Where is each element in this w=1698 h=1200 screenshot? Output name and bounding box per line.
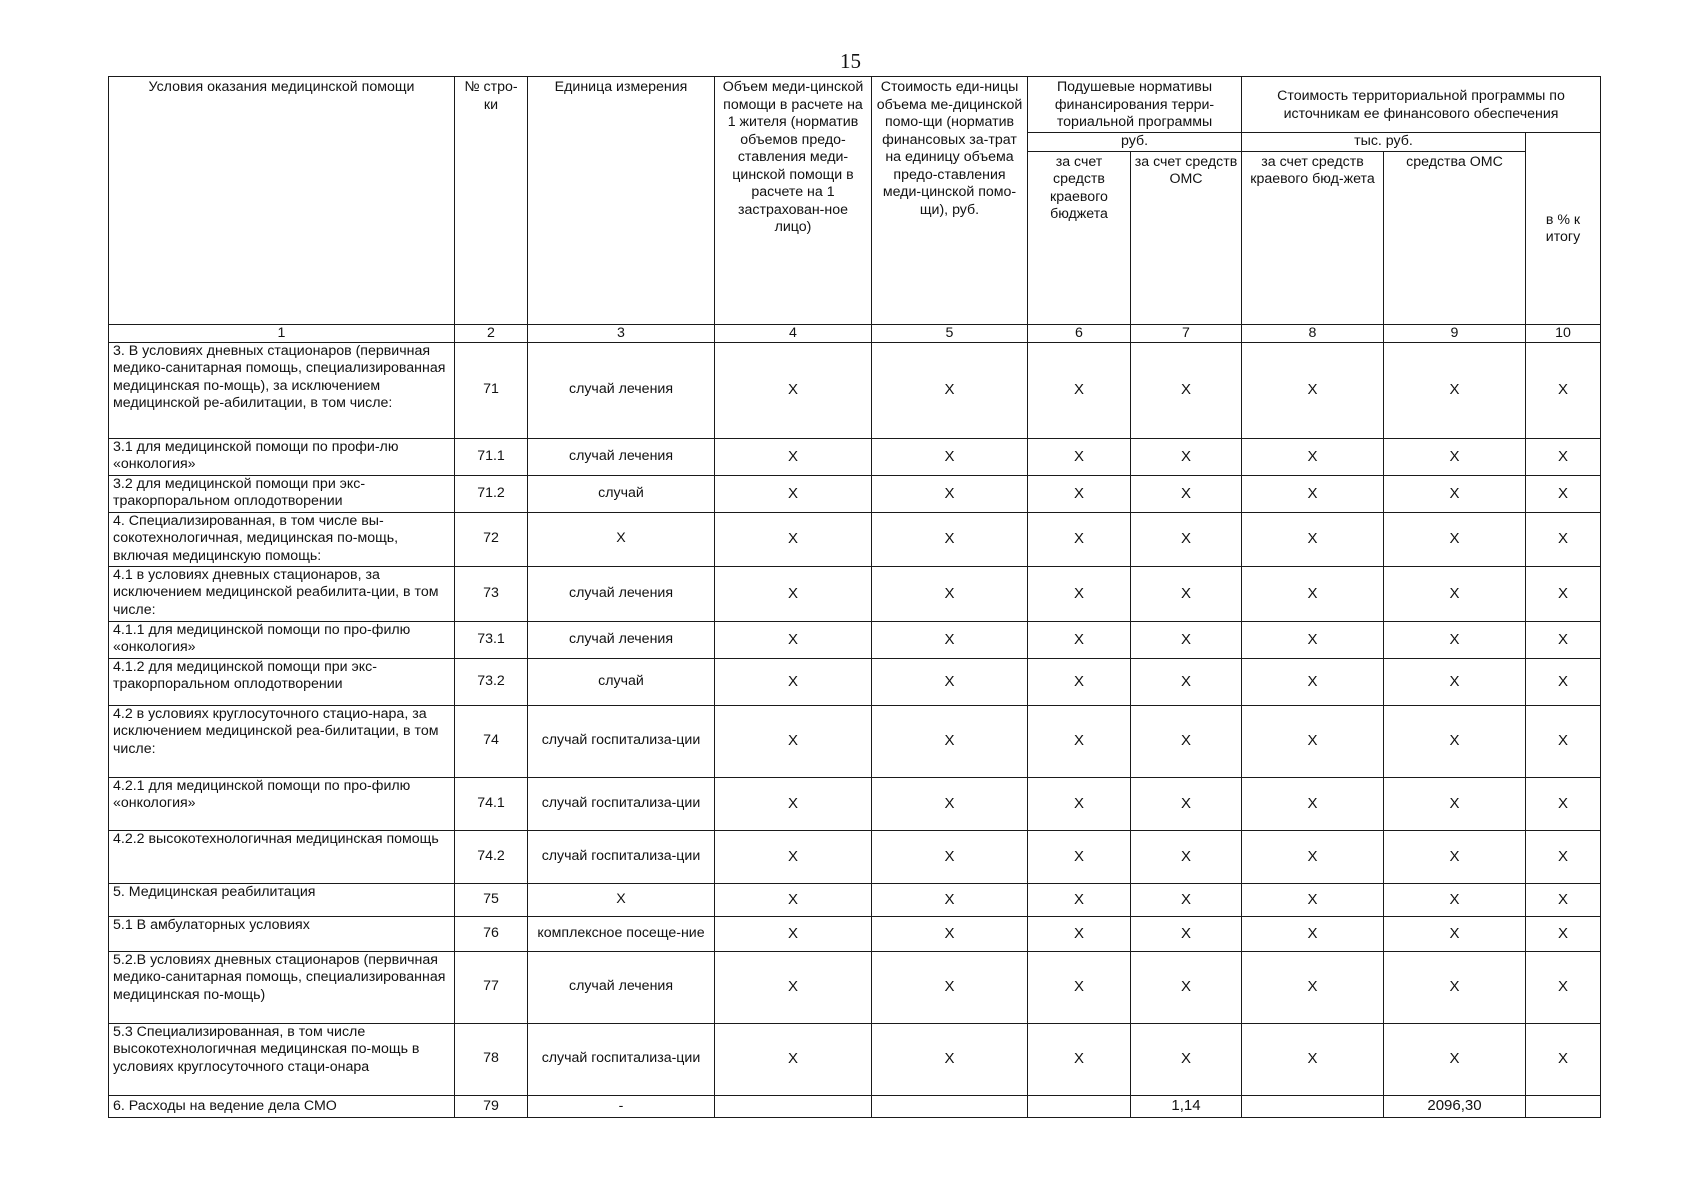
cell-percent: X [1526,438,1601,475]
column-number-row [109,324,1601,342]
cell-percap-oms: X [1131,705,1242,777]
row-unit: случай [528,658,715,705]
header-percent-total: в % к итогу [1526,133,1601,325]
cell-percap-regional: X [1028,512,1131,566]
row-label: 5. Медицинская реабилитация [109,883,455,916]
cell-volume: X [715,705,872,777]
row-number: 72 [455,512,528,566]
cell-percent: X [1526,566,1601,621]
header-unit-rub: руб. [1028,133,1242,152]
cell-volume: X [715,658,872,705]
cell-unit-cost: X [872,475,1028,512]
table-row [109,951,1601,1023]
cell-cost-regional: X [1242,705,1384,777]
column-number: 4 [715,324,872,342]
cell-percap-regional: X [1028,883,1131,916]
cell-unit-cost: X [872,916,1028,951]
cell-unit-cost: X [872,1023,1028,1095]
table-row [109,830,1601,883]
cell-cost-regional: X [1242,438,1384,475]
row-number: 71 [455,342,528,438]
column-number: 2 [455,324,528,342]
header-regional-budget-thous: за счет средств краевого бюд-жета [1242,151,1384,324]
cell-unit-cost: X [872,512,1028,566]
row-number: 71.1 [455,438,528,475]
cell-cost-regional: X [1242,883,1384,916]
cell-percent: X [1526,916,1601,951]
row-unit: - [528,1095,715,1117]
cell-percent: X [1526,621,1601,658]
row-label: 6. Расходы на ведение дела СМО [109,1095,455,1117]
cell-cost-oms: X [1384,883,1526,916]
cell-percent: X [1526,883,1601,916]
cell-percap-oms: X [1131,621,1242,658]
row-number: 78 [455,1023,528,1095]
cell-percap-oms: 1,14 [1131,1095,1242,1117]
cell-cost-oms: X [1384,438,1526,475]
cell-cost-oms: X [1384,621,1526,658]
column-number: 7 [1131,324,1242,342]
cell-percap-oms: X [1131,951,1242,1023]
row-label: 5.1 В амбулаторных условиях [109,916,455,951]
row-label: 3. В условиях дневных стационаров (первичная медико-санитарная помощь, специализированная медицинская по-мощь), за исключением медицинской ре-абилитации, в том числе: [109,342,455,438]
cell-unit-cost: X [872,777,1028,830]
cell-cost-oms: X [1384,951,1526,1023]
table-row [109,916,1601,951]
header-regional-budget-rub: за счет средств краевого бюджета [1028,151,1131,324]
row-unit: случай лечения [528,438,715,475]
row-unit: случай лечения [528,621,715,658]
cell-percap-oms: X [1131,475,1242,512]
cell-cost-regional: X [1242,342,1384,438]
row-unit: X [528,512,715,566]
row-label: 4. Специализированная, в том числе вы-сокотехнологичная, медицинская по-мощь, включая медицинскую помощь: [109,512,455,566]
header-unit-cost: Стоимость еди-ницы объема ме-дицинской помо-щи (норматив финансовых за-трат на единицу объема предо-ставления меди-цинской помо-щи), руб. [872,77,1028,325]
cell-cost-oms: X [1384,566,1526,621]
cell-percap-regional: X [1028,830,1131,883]
cell-percap-regional: X [1028,916,1131,951]
cell-unit-cost: X [872,658,1028,705]
cell-percap-regional: X [1028,438,1131,475]
row-number: 73.1 [455,621,528,658]
row-number: 77 [455,951,528,1023]
row-unit: случай госпитализа-ции [528,830,715,883]
cell-unit-cost: X [872,951,1028,1023]
row-unit: случай [528,475,715,512]
cell-unit-cost: X [872,830,1028,883]
column-number: 1 [109,324,455,342]
cell-percent: X [1526,475,1601,512]
cell-percent: X [1526,705,1601,777]
row-number: 73 [455,566,528,621]
cell-percent: X [1526,658,1601,705]
row-label: 4.2.2 высокотехнологичная медицинская помощь [109,830,455,883]
cell-percap-oms: X [1131,342,1242,438]
cell-cost-oms: X [1384,342,1526,438]
row-label: 4.1 в условиях дневных стационаров, за исключением медицинской реабилита-ции, в том числе: [109,566,455,621]
cell-percent: X [1526,830,1601,883]
header-row-number: № стро-ки [455,77,528,325]
cell-cost-regional [1242,1095,1384,1117]
row-number: 74 [455,705,528,777]
header-per-capita-group: Подушевые нормативы финансирования терри-ториальной программы [1028,77,1242,133]
table-row [109,1023,1601,1095]
row-number: 74.2 [455,830,528,883]
cell-cost-regional: X [1242,1023,1384,1095]
cell-percap-regional: X [1028,475,1131,512]
header-conditions: Условия оказания медицинской помощи [109,77,455,325]
cell-cost-regional: X [1242,475,1384,512]
column-number: 3 [528,324,715,342]
row-unit: случай госпитализа-ции [528,705,715,777]
cell-percent: X [1526,951,1601,1023]
cell-percap-oms: X [1131,777,1242,830]
cell-cost-regional: X [1242,830,1384,883]
cell-percap-oms: X [1131,438,1242,475]
cell-percap-regional [1028,1095,1131,1117]
cell-cost-regional: X [1242,566,1384,621]
row-number: 71.2 [455,475,528,512]
cell-percent: X [1526,1023,1601,1095]
row-unit: комплексное посеще-ние [528,916,715,951]
table-header [109,77,1601,343]
cell-cost-oms: X [1384,475,1526,512]
cell-percent: X [1526,777,1601,830]
cell-percent: X [1526,342,1601,438]
row-label: 4.2.1 для медицинской помощи по про-филю «онкология» [109,777,455,830]
cell-volume: X [715,916,872,951]
cell-cost-regional: X [1242,512,1384,566]
row-label: 3.1 для медицинской помощи по профи-лю «онкология» [109,438,455,475]
cell-percap-regional: X [1028,342,1131,438]
cell-unit-cost [872,1095,1028,1117]
cell-percap-oms: X [1131,512,1242,566]
cell-percap-regional: X [1028,705,1131,777]
row-label: 4.2 в условиях круглосуточного стацио-нара, за исключением медицинской реа-билитации, в том числе: [109,705,455,777]
table-row [109,883,1601,916]
cell-cost-regional: X [1242,777,1384,830]
cell-cost-oms: X [1384,916,1526,951]
cell-unit-cost: X [872,342,1028,438]
row-unit: случай лечения [528,566,715,621]
cell-cost-regional: X [1242,951,1384,1023]
header-unit-thous-rub: тыс. руб. [1242,133,1526,152]
cell-cost-oms: X [1384,658,1526,705]
cell-percap-oms: X [1131,566,1242,621]
cell-unit-cost: X [872,705,1028,777]
table-row [109,566,1601,621]
table-row [109,621,1601,658]
cell-cost-regional: X [1242,658,1384,705]
table-row [109,658,1601,705]
row-number: 73.2 [455,658,528,705]
cell-percap-oms: X [1131,883,1242,916]
cell-cost-oms: X [1384,1023,1526,1095]
cell-unit-cost: X [872,883,1028,916]
column-number: 10 [1526,324,1601,342]
row-unit: случай госпитализа-ции [528,1023,715,1095]
header-oms-thous: средства ОМС [1384,151,1526,324]
row-number: 75 [455,883,528,916]
column-number: 8 [1242,324,1384,342]
cell-cost-oms: X [1384,777,1526,830]
cell-unit-cost: X [872,438,1028,475]
table-row [109,512,1601,566]
cell-cost-oms: 2096,30 [1384,1095,1526,1117]
row-number: 79 [455,1095,528,1117]
cell-volume: X [715,621,872,658]
cell-percap-oms: X [1131,916,1242,951]
row-label: 4.1.2 для медицинской помощи при экс-тракорпоральном оплодотворении [109,658,455,705]
header-volume: Объем меди-цинской помощи в расчете на 1 жителя (норматив объемов предо-ставления меди-цинской помощи в расчете на 1 застрахован-ное лицо) [715,77,872,325]
header-program-cost-group: Стоимость территориальной программы по источникам ее финансового обеспечения [1242,77,1601,133]
cell-percap-regional: X [1028,951,1131,1023]
row-unit: случай госпитализа-ции [528,777,715,830]
table-row [109,1095,1601,1117]
cell-percap-oms: X [1131,830,1242,883]
cell-percap-regional: X [1028,621,1131,658]
row-unit: X [528,883,715,916]
row-label: 4.1.1 для медицинской помощи по про-филю «онкология» [109,621,455,658]
row-label: 5.2.В условиях дневных стационаров (первичная медико-санитарная помощь, специализированная медицинская по-мощь) [109,951,455,1023]
column-number: 6 [1028,324,1131,342]
table-row [109,475,1601,512]
cell-cost-regional: X [1242,916,1384,951]
table-row [109,342,1601,438]
cell-percap-oms: X [1131,1023,1242,1095]
cell-volume: X [715,951,872,1023]
table-row [109,705,1601,777]
cell-volume: X [715,475,872,512]
header-oms-rub: за счет средств ОМС [1131,151,1242,324]
row-unit: случай лечения [528,951,715,1023]
cell-cost-oms: X [1384,830,1526,883]
cell-volume: X [715,777,872,830]
cell-percap-regional: X [1028,777,1131,830]
cell-volume: X [715,830,872,883]
cell-percap-regional: X [1028,566,1131,621]
cell-volume [715,1095,872,1117]
cell-percap-regional: X [1028,658,1131,705]
column-number: 5 [872,324,1028,342]
cell-volume: X [715,883,872,916]
cell-cost-oms: X [1384,512,1526,566]
table-row [109,438,1601,475]
table-row [109,777,1601,830]
row-label: 5.3 Специализированная, в том числе высокотехнологичная медицинская по-мощь в условиях круглосуточного стаци-онара [109,1023,455,1095]
cell-volume: X [715,438,872,475]
cell-volume: X [715,512,872,566]
cell-cost-oms: X [1384,705,1526,777]
financing-table [108,76,1601,1118]
row-label: 3.2 для медицинской помощи при экс-тракорпоральном оплодотворении [109,475,455,512]
cell-volume: X [715,342,872,438]
header-unit: Единица измерения [528,77,715,325]
column-number: 9 [1384,324,1526,342]
row-number: 76 [455,916,528,951]
row-number: 74.1 [455,777,528,830]
cell-unit-cost: X [872,566,1028,621]
cell-percent [1526,1095,1601,1117]
cell-unit-cost: X [872,621,1028,658]
row-unit: случай лечения [528,342,715,438]
cell-volume: X [715,566,872,621]
cell-percent: X [1526,512,1601,566]
page-number: 15 [840,49,861,73]
cell-volume: X [715,1023,872,1095]
cell-cost-regional: X [1242,621,1384,658]
table-body [109,342,1601,1117]
cell-percap-oms: X [1131,658,1242,705]
cell-percap-regional: X [1028,1023,1131,1095]
